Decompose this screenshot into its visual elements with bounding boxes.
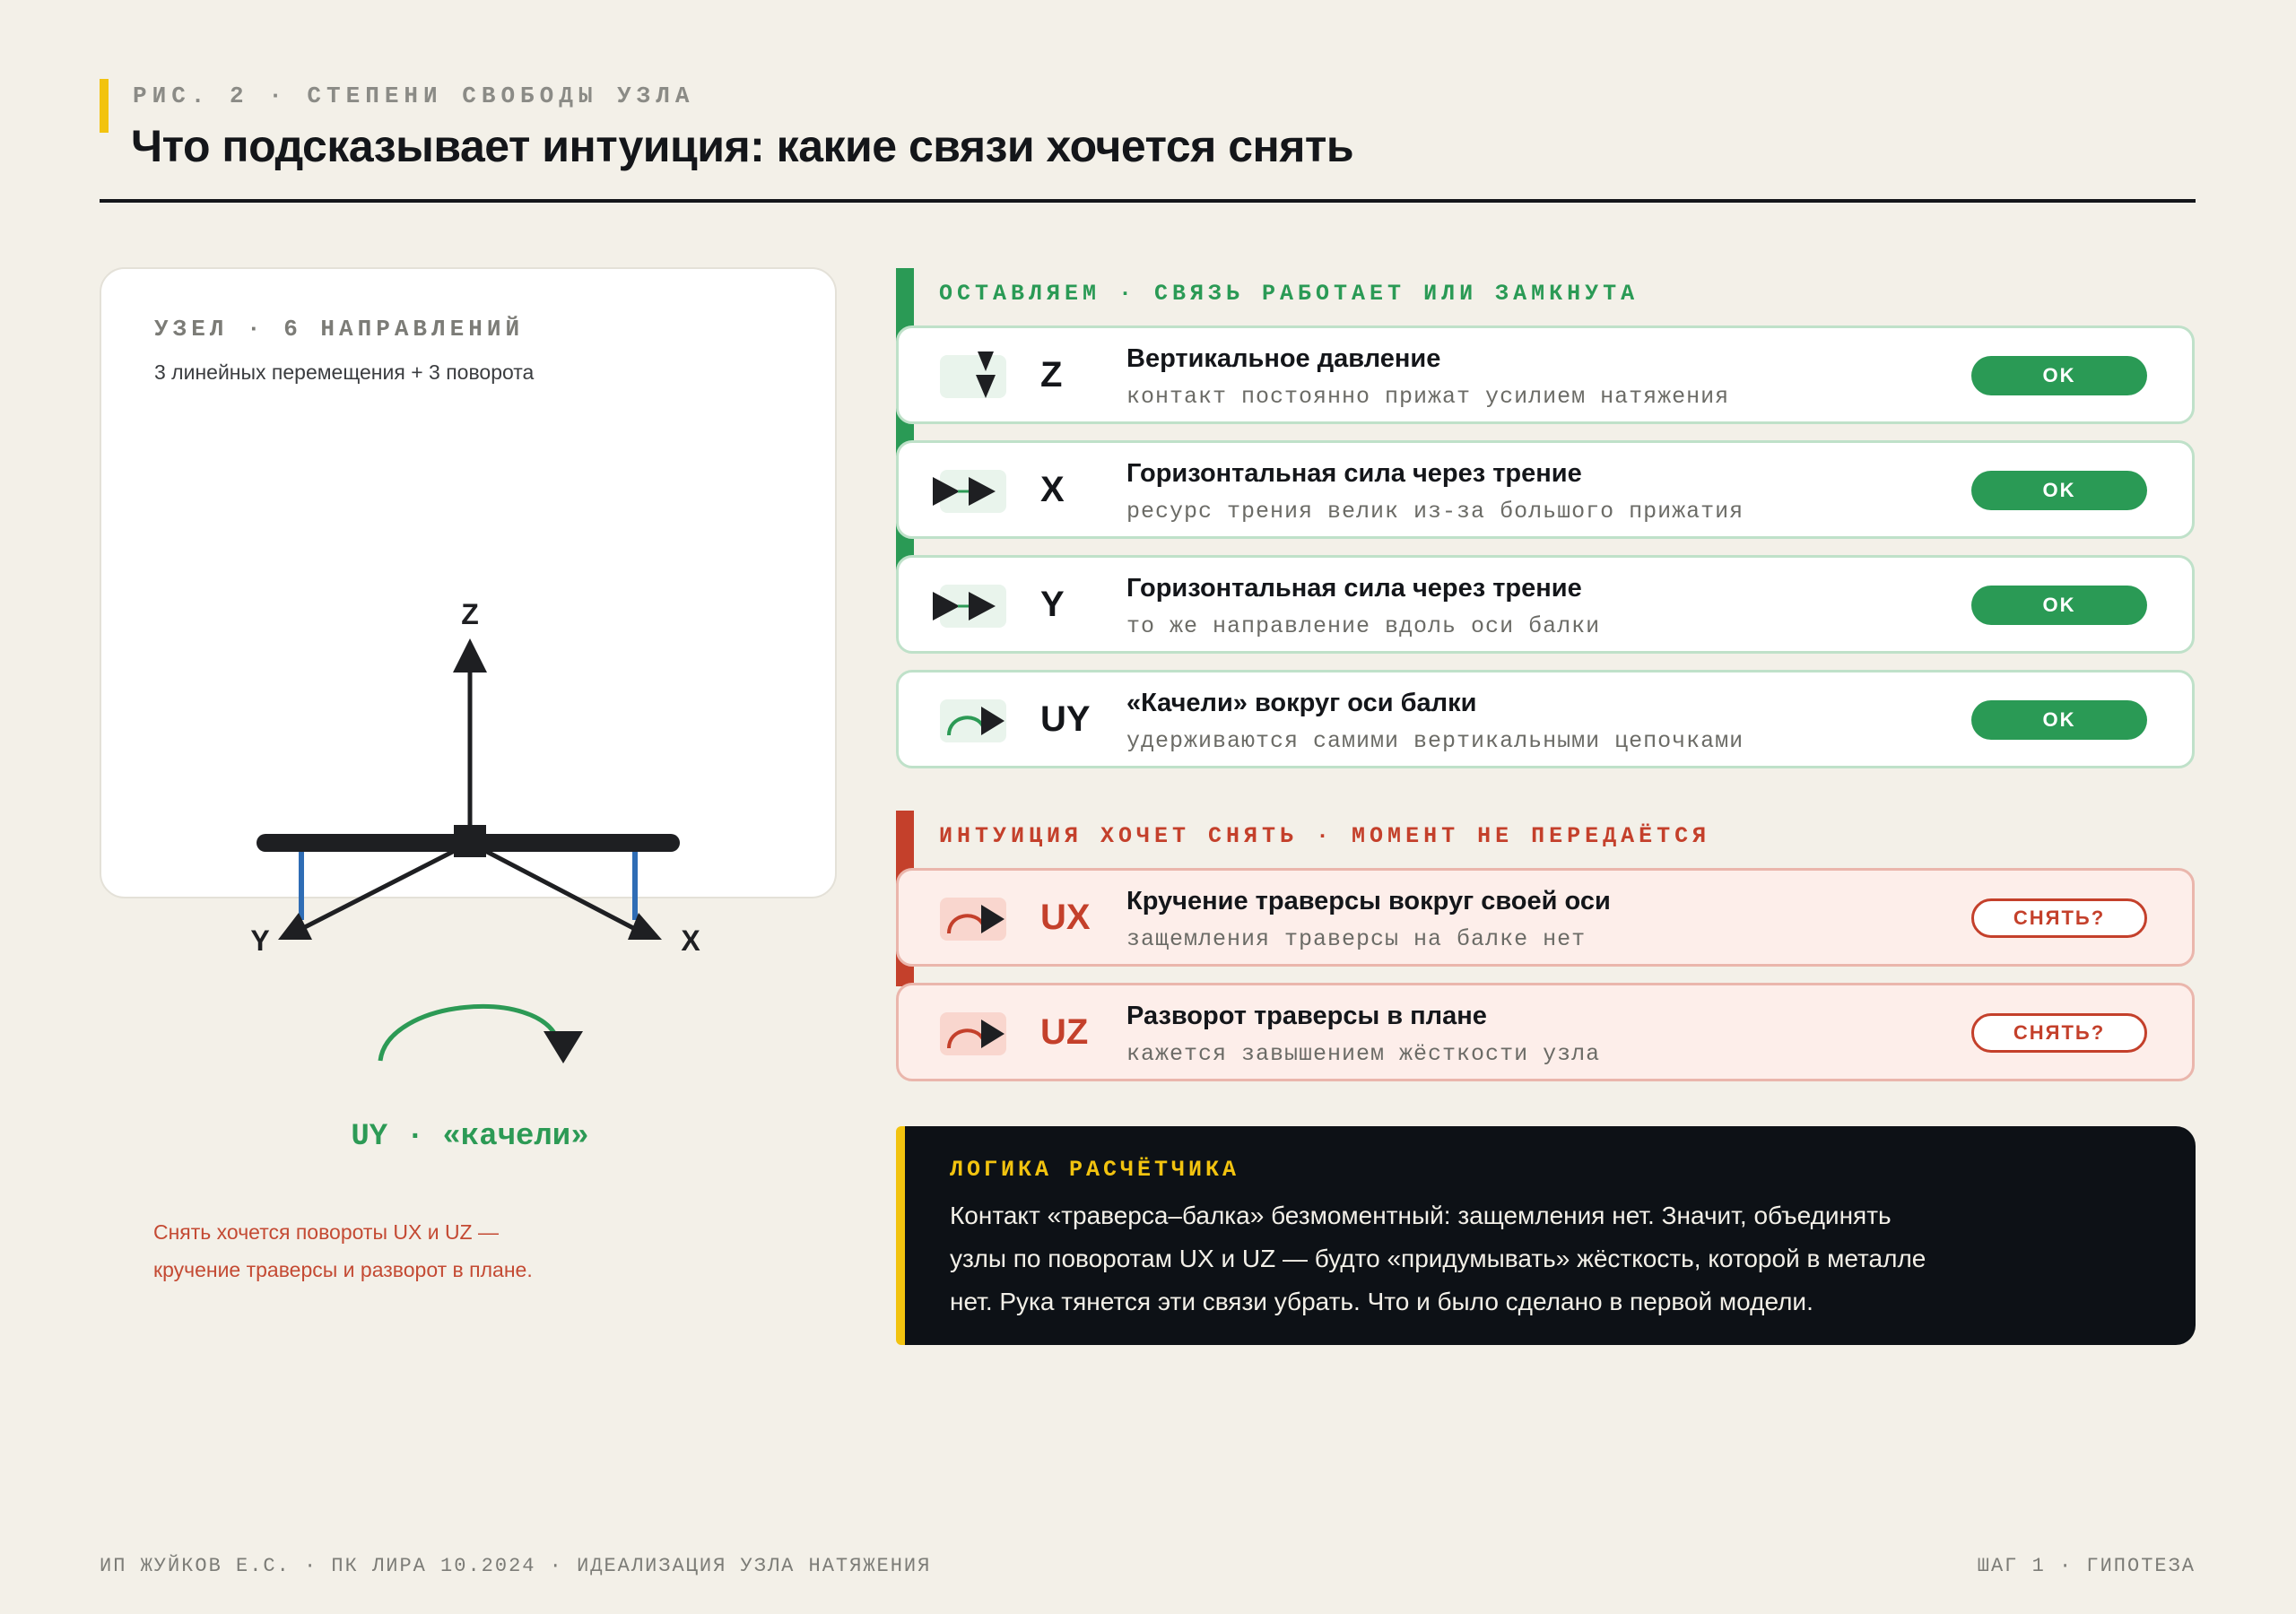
dof-title: Горизонтальная сила через трение	[1126, 574, 1582, 603]
logic-line: нет. Рука тянется эти связи убрать. Что и было сделано в первой модели.	[950, 1288, 1813, 1315]
arrow-right-icon	[940, 585, 1006, 628]
x-axis-label: X	[681, 924, 700, 957]
dof-title: Разворот траверсы в плане	[1126, 1002, 1487, 1030]
dof-title: Горизонтальная сила через трение	[1126, 459, 1582, 488]
dof-row-uy	[896, 670, 2195, 768]
footer-left: ИП ЖУЙКОВ Е.С. · ПК ЛИРА 10.2024 · ИДЕАЛИЗАЦИЯ УЗЛА НАТЯЖЕНИЯ	[100, 1555, 932, 1577]
dof-code: X	[1040, 470, 1065, 509]
keep-section-bar	[896, 268, 914, 600]
dof-subtitle: удерживаются самими вертикальными цепочками	[1126, 728, 1744, 754]
status-badge-remove: СНЯТЬ?	[1971, 898, 2147, 938]
rotation-arrow-icon	[940, 898, 1006, 941]
uy-rotation-label: UY · «качели»	[351, 1120, 589, 1154]
dof-code: Y	[1040, 585, 1065, 624]
arrow-down-icon	[940, 355, 1006, 398]
node-card-subtitle: 3 линейных перемещения + 3 поворота	[154, 360, 535, 384]
uy-rotation-arc	[380, 1006, 558, 1061]
dof-code: UX	[1040, 898, 1091, 937]
status-badge-ok: OK	[1971, 700, 2147, 740]
status-badge-ok: OK	[1971, 356, 2147, 395]
logic-kicker: ЛОГИКА РАСЧЁТЧИКА	[950, 1157, 1240, 1183]
dof-row-z	[896, 325, 2195, 424]
header-accent-bar	[100, 79, 109, 133]
remove-section-label: ИНТУИЦИЯ ХОЧЕТ СНЯТЬ · МОМЕНТ НЕ ПЕРЕДАЁТСЯ	[939, 823, 1711, 849]
y-axis-label: Y	[250, 924, 270, 957]
dof-subtitle: ресурс трения велик из-за большого прижатия	[1126, 499, 1744, 525]
figure-kicker: РИС. 2 · СТЕПЕНИ СВОБОДЫ УЗЛА	[133, 82, 695, 109]
dof-row-y	[896, 555, 2195, 654]
node-note-line-1: Снять хочется повороты UX и UZ —	[153, 1220, 499, 1244]
z-axis-label: Z	[461, 598, 479, 630]
page-title: Что подсказывает интуиция: какие связи хочется снять	[131, 121, 1354, 171]
dof-subtitle: кажется завышением жёсткости узла	[1126, 1041, 1601, 1067]
status-badge-remove: СНЯТЬ?	[1971, 1013, 2147, 1053]
dof-code: Z	[1040, 355, 1063, 395]
y-axis-arrowhead	[278, 913, 312, 940]
node-card-kicker: УЗЕЛ · 6 НАПРАВЛЕНИЙ	[154, 316, 525, 343]
rotation-arrow-icon	[940, 699, 1006, 742]
node-note-line-2: кручение траверсы и разворот в плане.	[153, 1258, 533, 1281]
logic-callout	[905, 1126, 2196, 1345]
status-badge-ok: OK	[1971, 586, 2147, 625]
node-card	[100, 267, 837, 898]
logic-line: узлы по поворотам UX и UZ — будто «придумывать» жёсткость, которой в металле	[950, 1245, 1926, 1272]
uy-rotation-arrowhead	[544, 1031, 583, 1063]
dof-subtitle: контакт постоянно прижат усилием натяжения	[1126, 384, 1730, 410]
dof-title: «Качели» вокруг оси балки	[1126, 689, 1477, 717]
dof-row-x	[896, 440, 2195, 539]
x-axis-arrowhead	[628, 913, 662, 940]
dof-title: Кручение траверсы вокруг своей оси	[1126, 887, 1611, 915]
dof-row-ux	[896, 868, 2195, 967]
header-divider	[100, 199, 2196, 203]
keep-section-label: ОСТАВЛЯЕМ · СВЯЗЬ РАБОТАЕТ ИЛИ ЗАМКНУТА	[939, 281, 1639, 307]
footer-right: ШАГ 1 · ГИПОТЕЗА	[1977, 1555, 2196, 1577]
dof-row-uz	[896, 983, 2195, 1081]
dof-code: UZ	[1040, 1012, 1089, 1052]
dof-title: Вертикальное давление	[1126, 344, 1441, 373]
dof-code: UY	[1040, 699, 1091, 739]
logic-line: Контакт «траверса–балка» безмоментный: защемления нет. Значит, объединять	[950, 1202, 1892, 1229]
logic-text	[950, 1194, 2026, 1323]
dof-subtitle: защемления траверсы на балке нет	[1126, 926, 1587, 952]
dof-subtitle: то же направление вдоль оси балки	[1126, 613, 1601, 639]
rotation-arrow-icon	[940, 1012, 1006, 1055]
arrow-right-icon	[940, 470, 1006, 513]
status-badge-ok: OK	[1971, 471, 2147, 510]
